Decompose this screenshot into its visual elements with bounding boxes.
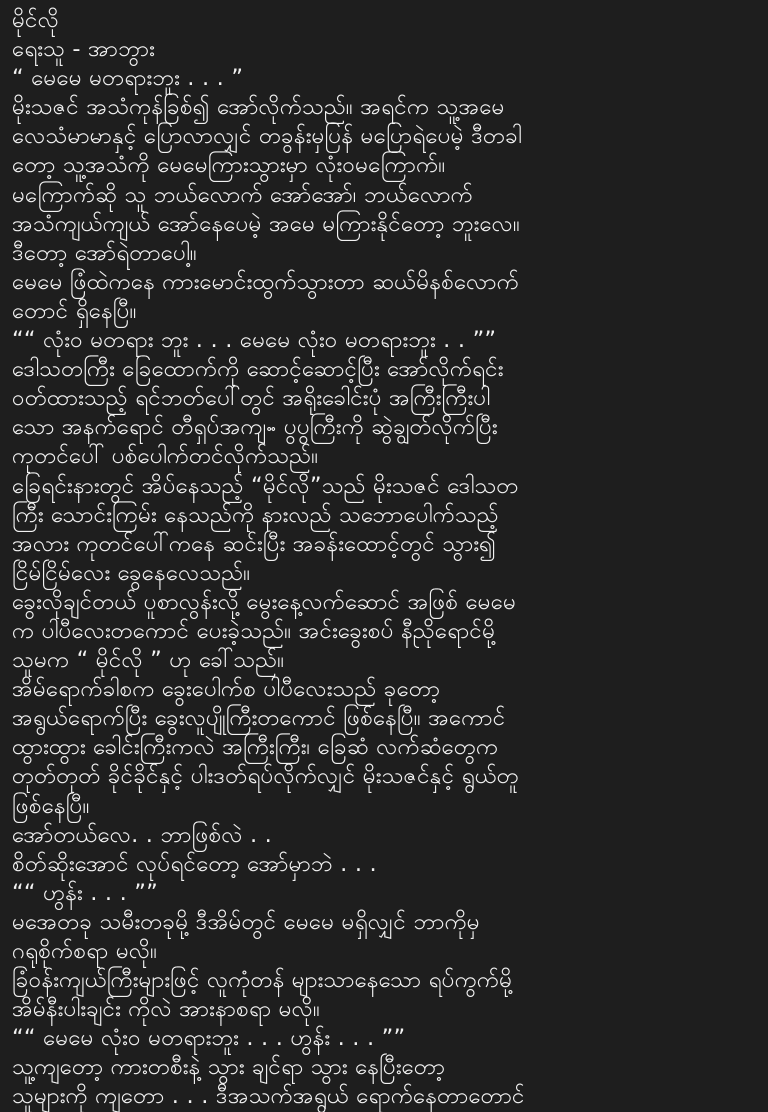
- text-line: ““ လုံးဝ မတရား ဘူး . . . မေမေ လုံးဝ မတရားဘူး . . ””: [12, 327, 497, 354]
- text-line: အော်တယ်လေ. . ဘာဖြစ်လဲ . .: [12, 821, 273, 848]
- story-title: မိုင်လို: [12, 7, 60, 33]
- text-line: ““ ဟွန်း . . . ””: [12, 879, 159, 906]
- text-line: မေမေ ဖြံထဲကနေ ကားမောင်းထွက်သွားတာ ဆယ်မိနစ်လောက်: [12, 268, 519, 295]
- text-line: အိမ်ရောက်ခါစက ခွေးပေါက်စ ပါပီလေးသည် ခုတော့: [12, 676, 441, 703]
- text-line: သူ့ကျတော့ ကားတစီးနဲ့ သွား ချင်ရာ သွား နေပြီးတော့: [12, 1054, 446, 1081]
- text-line: လေသံမာမာနှင့် ပြောလာလျှင် တခွန်းမှပြန် မပြောရဲပေမဲ့ ဒီတခါ: [12, 123, 522, 150]
- story-author: ရေးသူ - အာဘွား: [12, 36, 155, 63]
- text-line: ဒေါသတကြီး ခြေထောက်ကို ဆောင့်ဆောင့်ပြီး အော်လိုက်ရင်း: [12, 356, 504, 383]
- text-line: အိမ်နီးပါးချင်း ကိုလဲ အားနာစရာ မလို။: [12, 996, 320, 1023]
- text-line: သော အနက်ရောင် တီရှပ်အကျႌ ပွပွကြီးကို ဆွဲချွတ်လိုက်ပြီး: [12, 414, 498, 441]
- story-text: [12, 6, 758, 1112]
- text-line: ကုတင်ပေါ် ပစ်ပေါက်တင်လိုက်သည်။: [12, 443, 319, 470]
- text-line: အသံကျယ်ကျယ် အော်နေပေမဲ့ အမေ မကြားနိုင်တော့ ဘူးလေ။: [12, 210, 520, 237]
- text-line: ဖြစ်နေပြီ။: [12, 792, 90, 819]
- text-line: ““ မေမေ လုံးဝ မတရားဘူး . . . ဟွန်း . . . ””: [12, 1025, 406, 1052]
- text-line: စိတ်ဆိုးအောင် လုပ်ရင်တော့ အော်မှာဘဲ . . .: [12, 850, 377, 877]
- text-line: တော့ သူ့အသံကို မေမေကြားသွားမှာ လုံးဝမကြောက်။: [12, 152, 446, 179]
- text-line: ခြံဝန်းကျယ်ကြီးများဖြင့် လူကုံတန် များသာနေသော ရပ်ကွက်မို့: [12, 967, 513, 994]
- text-line: က ပါပီလေးတကောင် ပေးခဲ့သည်။ အင်းခွေးစပ် နီညိုရောင်မို့: [12, 617, 496, 644]
- text-line: မအေတခု သမီးတခုမို့ ဒီအိမ်တွင် မေမေ မရှိလျှင် ဘာကိုမှ: [12, 908, 480, 935]
- text-line: သူများကို ကျတော . . . ဒီအသက်အရွယ် ရောက်နေတာတောင်: [12, 1083, 525, 1110]
- text-line: တုတ်တုတ် ခိုင်ခိုင်နှင့် ပါးဒတ်ရပ်လိုက်လျှင် မိုးသဇင်နှင့် ရွယ်တူ: [12, 763, 519, 790]
- text-line: ဝတ်ထားသည့် ရင်ဘတ်ပေါ်တွင် အရိုးခေါင်းပုံ အကြီးကြီးပါ: [12, 385, 491, 412]
- text-line: ခွေးလိုချင်တယ် ပူစာလွန်းလို့ မွေးနေ့လက်ဆောင် အဖြစ် မေမေ: [12, 588, 517, 615]
- text-line: ဂရုစိုက်စရာ မလို။: [12, 938, 158, 964]
- text-line: ဒီတော့ အော်ရဲတာပေါ့။: [12, 239, 197, 266]
- text-line: တောင် ရှိနေပြီ။: [12, 297, 137, 324]
- text-line: သူမက “ မိုင်လို ” ဟု ခေါ်သည်။: [12, 647, 285, 674]
- text-line: ကြီး သောင်းကြမ်း နေသည်ကို နားလည် သဘောပေါက်သည့်: [12, 501, 499, 528]
- text-line: အလား ကုတင်ပေါ်ကနေ ဆင်းပြီး အခန်းထောင့်တွင် သွား၍: [12, 530, 497, 557]
- text-line: ခြေရင်းနားတွင် အိပ်နေသည့် “မိုင်လို”သည် မိုးသဇင် ဒေါသတ: [12, 472, 519, 499]
- text-line: ထွားထွား ခေါင်းကြီးကလဲ အကြီးကြီး၊ ခြေဆံ လက်ဆံတွေက: [12, 734, 499, 761]
- text-line: “ မေမေ မတရားဘူး . . . ”: [12, 65, 244, 92]
- text-line: အရွယ်ရောက်ပြီး ခွေးလူပျိုကြီးတကောင် ဖြစ်နေပြီ။ အကောင်: [12, 705, 506, 732]
- text-line: မကြောက်ဆို သူ ဘယ်လောက် အော်အော်၊ ဘယ်လောက်: [12, 181, 473, 208]
- text-line: မိုးသဇင် အသံကုန်ခြစ်၍ အော်လိုက်သည်။ အရင်က သူ့အမေ: [12, 94, 505, 121]
- text-line: ငြိမ်ငြိမ်လေး ခွေနေလေသည်။: [12, 559, 251, 586]
